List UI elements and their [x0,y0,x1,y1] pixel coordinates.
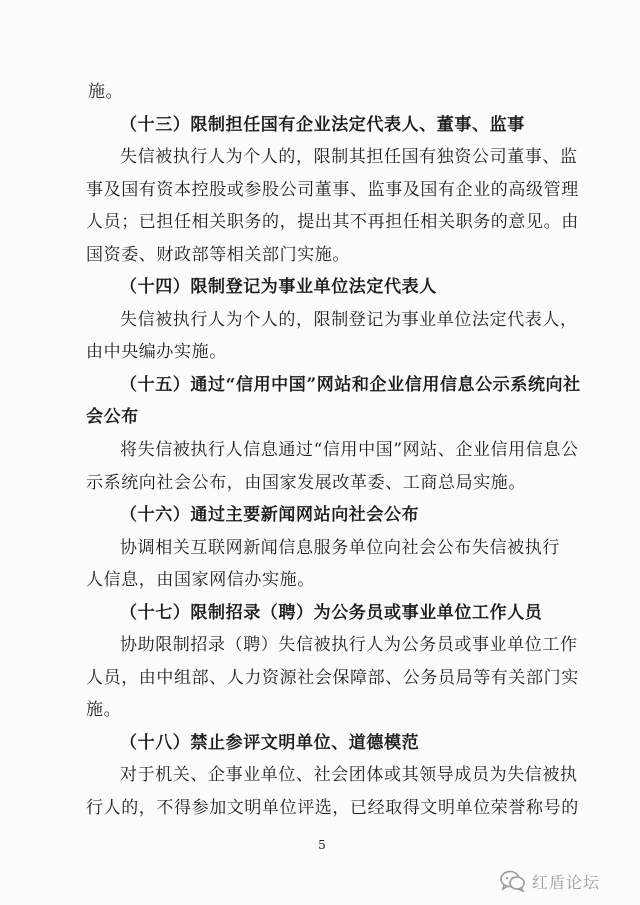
paragraph-line: 对于机关、企事业单位、社会团体或其领导成员为失信被执 [120,765,578,785]
paragraph-line: 事及国有资本控股或参股公司董事、监事及国有企业的高级管理 [86,180,579,200]
section-heading: （十三）限制担任国有企业法定代表人、董事、监事 [120,115,525,135]
paragraph-line: 将失信被执行人信息通过“信用中国”网站、企业信用信息公 [120,440,579,460]
paragraph-line: 协调相关互联网新闻信息服务单位向社会公布失信被执行 [120,538,560,558]
paragraph-line: 施。 [88,82,124,102]
section-heading: （十六）通过主要新闻网站向社会公布 [120,505,420,525]
paragraph-line: 人员，由中组部、人力资源社会保障部、公务员局等有关部门实 [86,668,579,688]
paragraph-line: 由中央编办实施。 [86,342,227,362]
paragraph-line: 失信被执行人为个人的，限制其担任国有独资公司董事、监 [120,147,578,167]
section-heading: （十八）禁止参评文明单位、道德模范 [120,733,420,753]
wechat-icon [500,870,526,892]
page-number: 5 [318,838,326,852]
paragraph-line: 施。 [86,700,122,720]
paragraph-line: 示系统向社会公布，由国家发展改革委、工商总局实施。 [86,473,526,493]
watermark [500,868,600,894]
paragraph-line: 国资委、财政部等相关部门实施。 [86,245,350,265]
paragraph-line: 人员；已担任相关职务的，提出其不再担任相关职务的意见。由 [86,212,579,232]
paragraph-line: 人信息，由国家网信办实施。 [86,570,315,590]
section-heading: （十五）通过“信用中国”网站和企业信用信息公示系统向社 [120,375,581,395]
section-heading: 会公布 [86,407,139,427]
section-heading: （十四）限制登记为事业单位法定代表人 [120,277,437,297]
watermark-text: 红盾论坛 [532,872,601,892]
paragraph-line: 协助限制招录（聘）失信被执行人为公务员或事业单位工作 [120,635,578,655]
paragraph-line: 失信被执行人为个人的，限制登记为事业单位法定代表人， [120,310,578,330]
section-heading: （十七）限制招录（聘）为公务员或事业单位工作人员 [120,603,543,623]
paragraph-line: 行人的，不得参加文明单位评选，已经取得文明单位荣誉称号的 [86,798,579,818]
